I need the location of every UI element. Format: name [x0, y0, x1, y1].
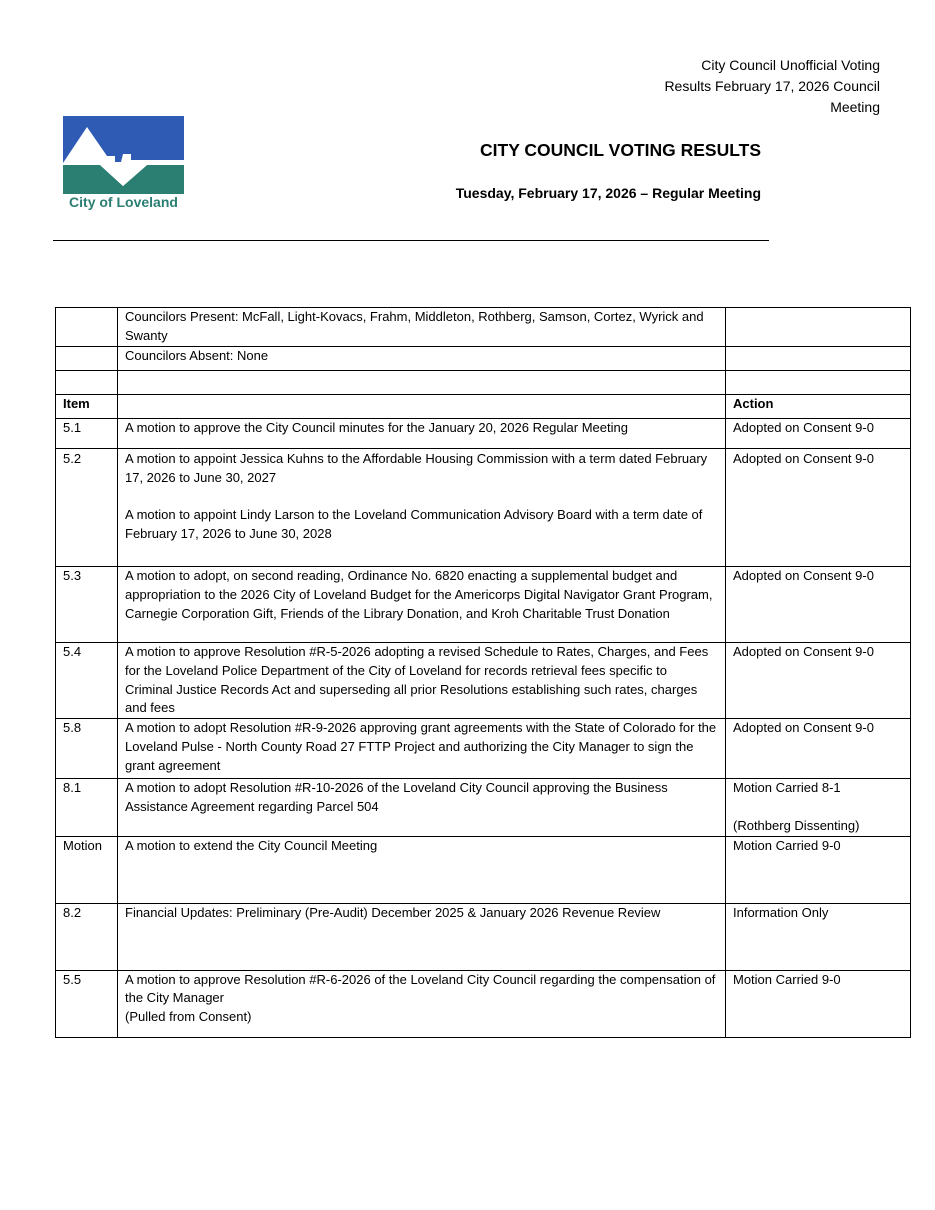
- item-description: A motion to extend the City Council Meeting: [118, 836, 726, 903]
- item-description: A motion to adopt Resolution #R-10-2026 of the Loveland City Council approving the Business Assistance Agreement regarding Parcel 504: [118, 779, 726, 836]
- header-action: Action: [726, 395, 911, 419]
- item-action: Adopted on Consent 9-0: [726, 419, 911, 449]
- item-number: 5.5: [56, 970, 118, 1037]
- item-action: Information Only: [726, 903, 911, 970]
- logo-text: City of Loveland: [69, 194, 178, 210]
- item-description: A motion to approve the City Council minutes for the January 20, 2026 Regular Meeting: [118, 419, 726, 449]
- item-description-2: (Pulled from Consent): [125, 1009, 252, 1025]
- city-logo: [63, 116, 184, 216]
- document-header: [600, 55, 880, 118]
- item-action-note: (Rothberg Dissenting): [733, 817, 860, 833]
- item-description: Financial Updates: Preliminary (Pre-Audit) December 2025 & January 2026 Revenue Review: [118, 903, 726, 970]
- table-row: [56, 371, 911, 395]
- header-line-3: Meeting: [830, 99, 880, 115]
- divider: [53, 240, 769, 241]
- item-action: Adopted on Consent 9-0: [726, 719, 911, 779]
- item-action: Motion Carried 9-0: [726, 836, 911, 903]
- table-row: [56, 567, 911, 643]
- item-action: Adopted on Consent 9-0: [726, 643, 911, 719]
- item-action: Motion Carried 9-0: [726, 970, 911, 1037]
- table-row: [56, 903, 911, 970]
- header-item: Item: [56, 395, 118, 419]
- table-row: [56, 719, 911, 779]
- page-title: CITY COUNCIL VOTING RESULTS: [480, 140, 761, 160]
- item-action: Adopted on Consent 9-0: [726, 449, 911, 567]
- table-row: [56, 836, 911, 903]
- item-description-2: A motion to appoint Lindy Larson to the Loveland Communication Advisory Board with a term date of February 17, 2026 to June 30, 2028: [125, 507, 703, 542]
- table-row: [56, 419, 911, 449]
- table-row: [56, 449, 911, 567]
- item-description: A motion to adopt Resolution #R-9-2026 approving grant agreements with the State of Colorado for the Loveland Pulse - North County Road 27 FTTP Project and authorizing the City Manager to sign the grant agreement: [118, 719, 726, 779]
- item-description: A motion to approve Resolution #R-5-2026 adopting a revised Schedule to Rates, Charges, and Fees for the Loveland Police Department of the City of Loveland for records retrieval fees specific to Criminal Justice Records Act and superseding all prior Resolutions establishing such rates, charges and fees: [118, 643, 726, 719]
- table-row: [56, 643, 911, 719]
- item-description: A motion to approve Resolution #R-6-2026 of the Loveland City Council regarding the compensation of the City Manager: [125, 971, 716, 1006]
- voting-results-table: [55, 307, 911, 1038]
- item-number: 5.1: [56, 419, 118, 449]
- mountain-logo-icon: [63, 116, 184, 196]
- item-description: A motion to adopt, on second reading, Ordinance No. 6820 enacting a supplemental budget and appropriation to the 2026 City of Loveland Budget for the Americorps Digital Navigator Grant Program, Carnegie Corporation Gift, Friends of the Library Donation, and Kroh Charitable Trust Donation: [118, 567, 726, 643]
- item-number: 8.2: [56, 903, 118, 970]
- header-line-2: Results February 17, 2026 Council: [664, 78, 880, 94]
- item-number: 5.4: [56, 643, 118, 719]
- item-number: Motion: [56, 836, 118, 903]
- table-row: [56, 347, 911, 371]
- item-number: 8.1: [56, 779, 118, 836]
- item-action: Motion Carried 8-1: [733, 780, 841, 796]
- item-number: 5.8: [56, 719, 118, 779]
- table-row: [56, 779, 911, 836]
- table-row: [56, 970, 911, 1037]
- table-header-row: [56, 395, 911, 419]
- councilors-present: Councilors Present: McFall, Light-Kovacs, Frahm, Middleton, Rothberg, Samson, Cortez, Wyrick and Swanty: [118, 308, 726, 347]
- page-subtitle: Tuesday, February 17, 2026 – Regular Meeting: [455, 185, 761, 201]
- item-number: 5.2: [56, 449, 118, 567]
- item-action: Adopted on Consent 9-0: [726, 567, 911, 643]
- councilors-absent: Councilors Absent: None: [118, 347, 726, 371]
- header-line-1: City Council Unofficial Voting: [701, 57, 880, 73]
- item-description: A motion to appoint Jessica Kuhns to the Affordable Housing Commission with a term dated February 17, 2026 to June 30, 2027: [125, 451, 708, 485]
- table-row: [56, 308, 911, 347]
- item-number: 5.3: [56, 567, 118, 643]
